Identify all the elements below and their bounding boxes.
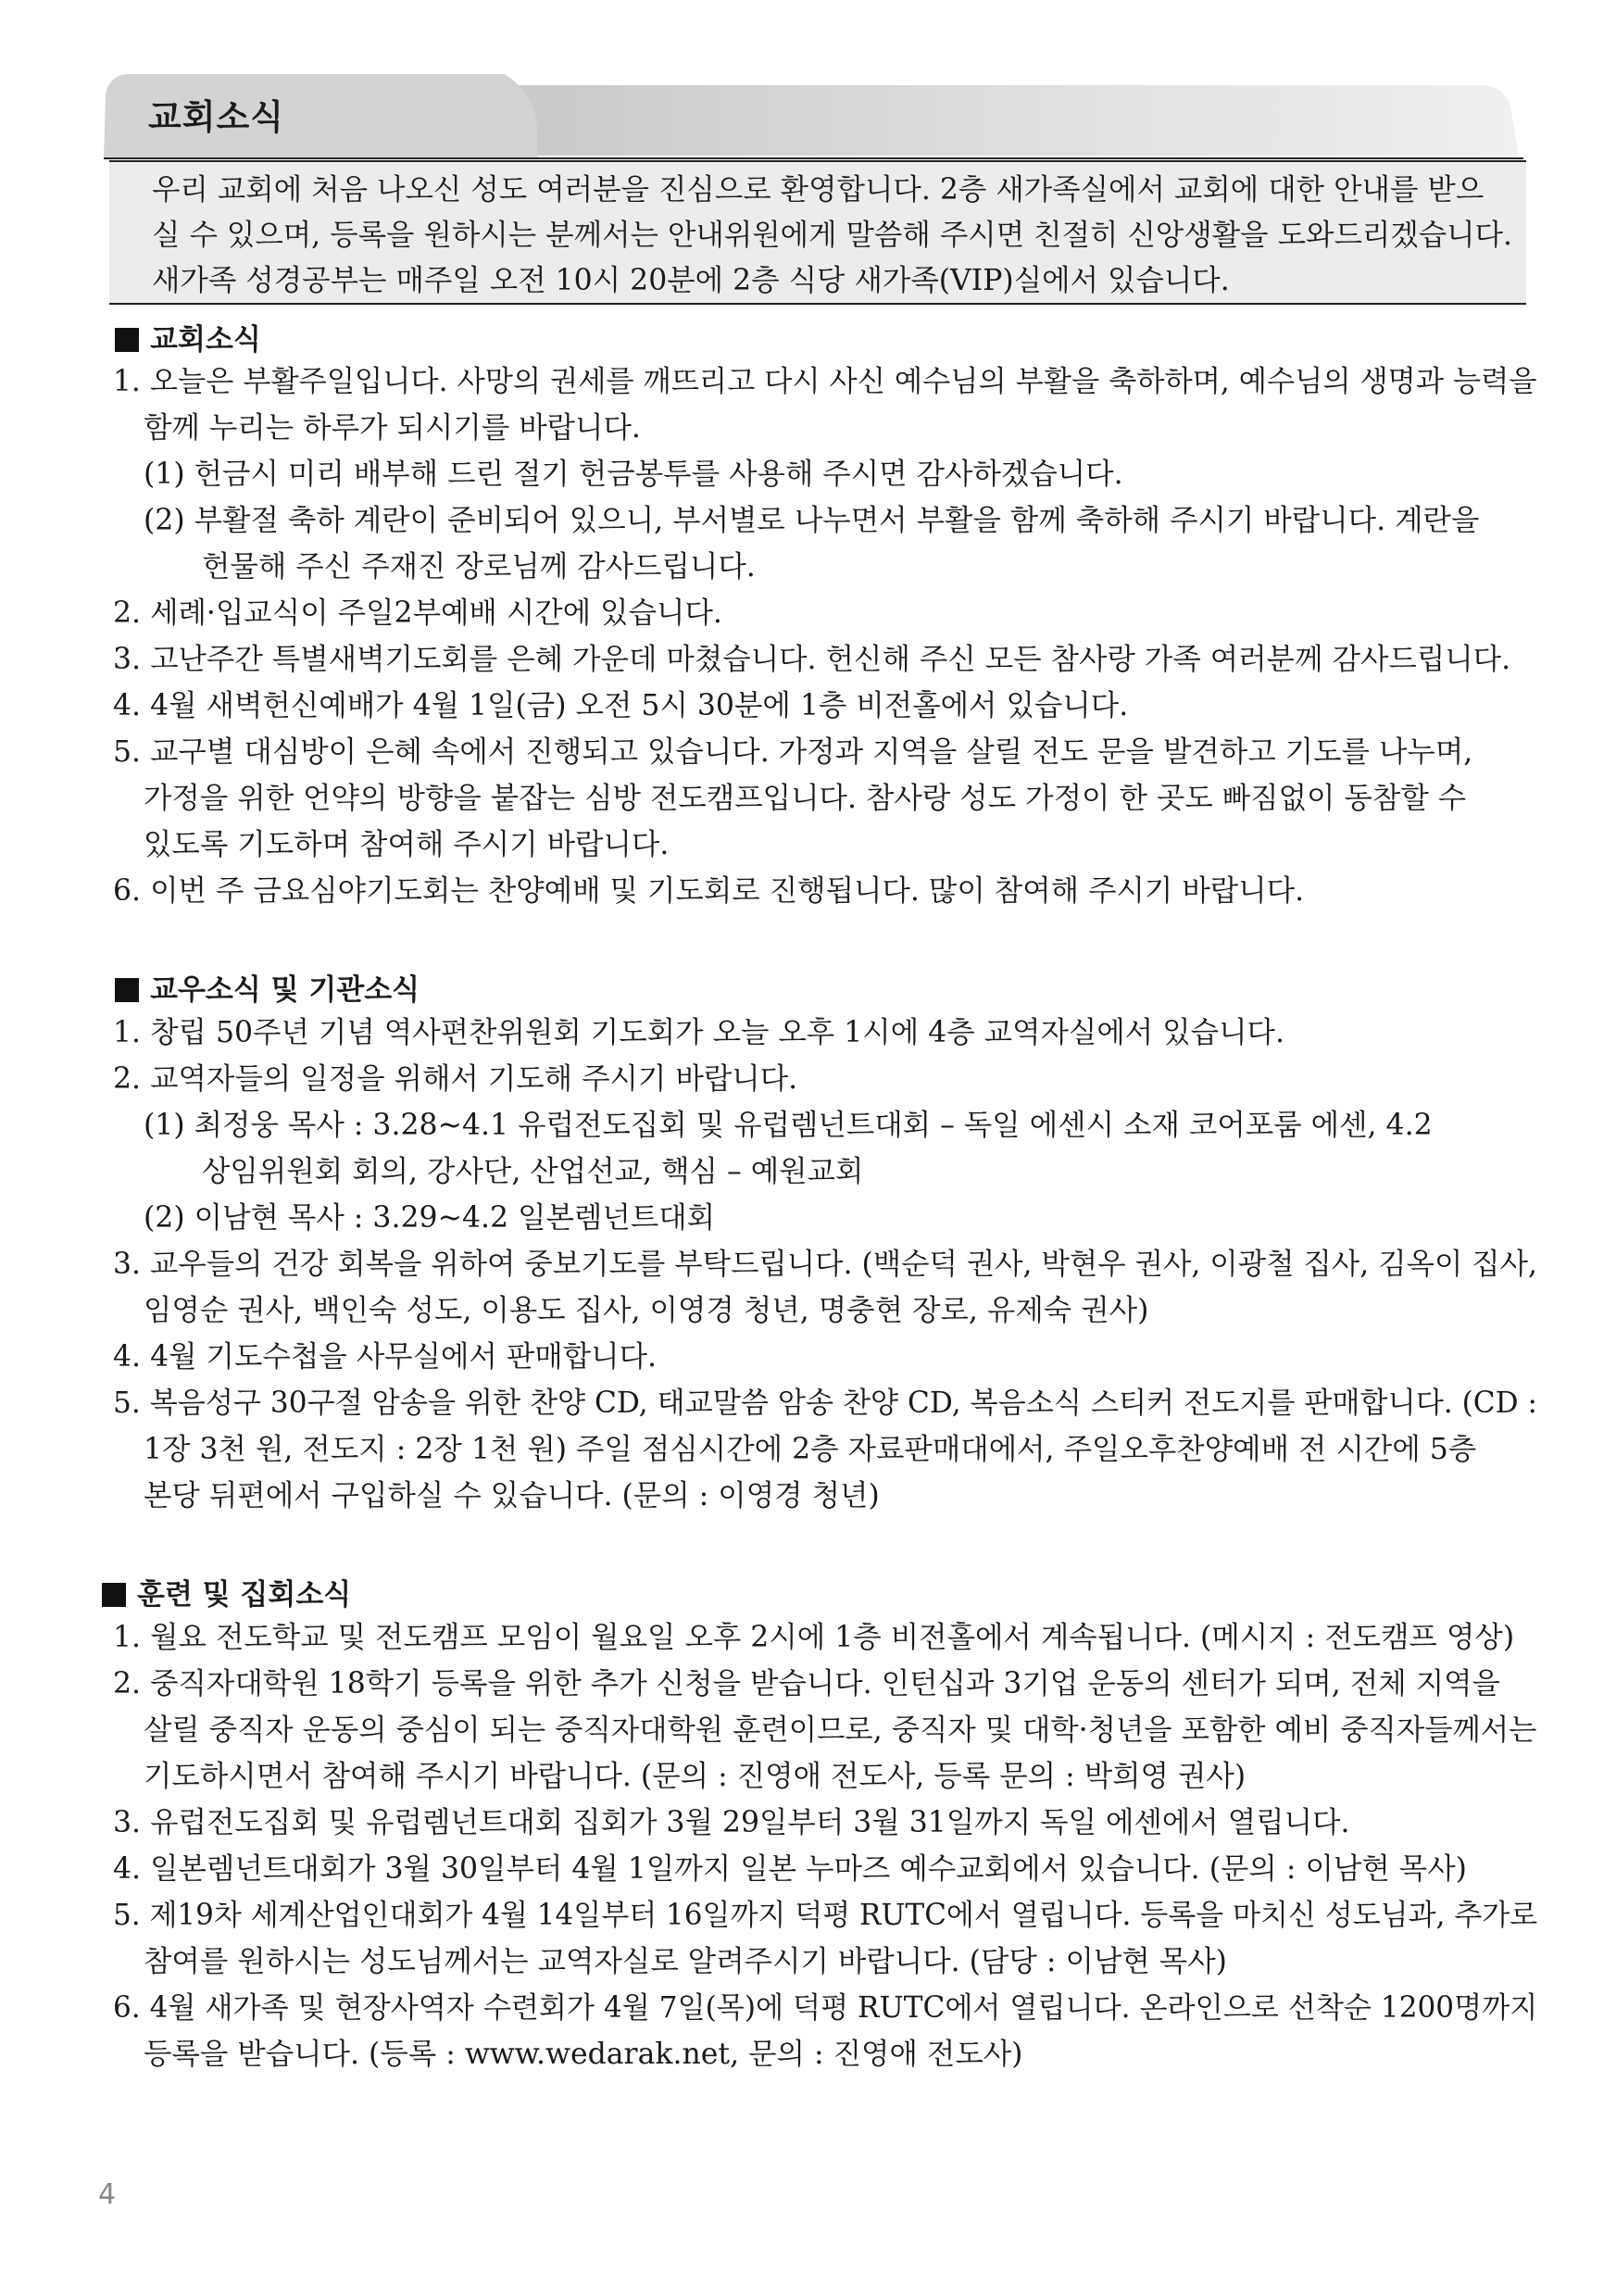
welcome-line: 실 수 있으며, 등록을 원하시는 분께서는 안내위원에게 말씀해 주시면 친절히 신앙생활을 도와드리겠습니다.	[152, 219, 1513, 252]
section-heading-member-news	[115, 973, 420, 1007]
list-item: 임영순 권사, 백인숙 성도, 이용도 집사, 이영경 청년, 명충현 장로, 유제숙 권사)	[144, 1294, 1149, 1327]
list-item: (1) 헌금시 미리 배부해 드린 절기 헌금봉투를 사용해 주시면 감사하겠습니다.	[144, 458, 1123, 491]
list-item: 2. 교역자들의 일정을 위해서 기도해 주시기 바랍니다.	[113, 1062, 798, 1096]
list-item: 상임위원회 회의, 강사단, 산업선교, 핵심 – 예원교회	[202, 1155, 864, 1188]
list-item: 4. 일본렘넌트대회가 3월 30일부터 4월 1일까지 일본 누마즈 예수교회에서 있습니다. (문의 : 이남현 목사)	[113, 1852, 1467, 1886]
list-item: (2) 이남현 목사 : 3.29~4.2 일본렘넌트대회	[144, 1201, 716, 1235]
list-item: (2) 부활절 축하 계란이 준비되어 있으니, 부서별로 나누면서 부활을 함께 축하해 주시기 바랍니다. 계란을	[144, 504, 1480, 537]
list-item: 4. 4월 새벽헌신예배가 4월 1일(금) 오전 5시 30분에 1층 비전홀에서 있습니다.	[113, 689, 1129, 722]
square-bullet-icon	[102, 1583, 126, 1607]
list-item: 3. 유럽전도집회 및 유럽렘넌트대회 집회가 3월 29일부터 3월 31일까지 독일 에센에서 열립니다.	[113, 1806, 1350, 1839]
list-item: 헌물해 주신 주재진 장로님께 감사드립니다.	[202, 550, 756, 583]
section-heading-training-news	[102, 1578, 352, 1612]
list-item: 3. 교우들의 건강 회복을 위하여 중보기도를 부탁드립니다. (백순덕 권사, 박현우 권사, 이광철 집사, 김옥이 집사,	[113, 1248, 1538, 1281]
list-item: 등록을 받습니다. (등록 : www.wedarak.net, 문의 : 진영애 전도사)	[144, 2038, 1023, 2071]
section-heading-church-news	[115, 323, 261, 357]
list-item: 1. 창립 50주년 기념 역사편찬위원회 기도회가 오늘 오후 1시에 4층 교역자실에서 있습니다.	[113, 1016, 1284, 1049]
welcome-box	[109, 160, 1526, 305]
list-item: 1. 오늘은 부활주일입니다. 사망의 권세를 깨뜨리고 다시 사신 예수님의 부활을 축하하며, 예수님의 생명과 능력을	[113, 365, 1537, 398]
list-item: 본당 뒤편에서 구입하실 수 있습니다. (문의 : 이영경 청년)	[144, 1479, 880, 1512]
section-heading-label: 교우소식 및 기관소식	[150, 973, 420, 1007]
list-item: 살릴 중직자 운동의 중심이 되는 중직자대학원 훈련이므로, 중직자 및 대학·청년을 포함한 예비 중직자들께서는	[144, 1713, 1537, 1747]
square-bullet-icon	[115, 328, 139, 352]
list-item: 1. 월요 전도학교 및 전도캠프 모임이 월요일 오후 2시에 1층 비전홀에서 계속됩니다. (메시지 : 전도캠프 영상)	[113, 1621, 1515, 1654]
list-item: 5. 제19차 세계산업인대회가 4월 14일부터 16일까지 덕평 RUTC에서 열립니다. 등록을 마치신 성도님과, 추가로	[113, 1899, 1538, 1932]
welcome-line: 우리 교회에 처음 나오신 성도 여러분을 진심으로 환영합니다. 2층 새가족실에서 교회에 대한 안내를 받으	[152, 173, 1484, 207]
list-item: 5. 교구별 대심방이 은혜 속에서 진행되고 있습니다. 가정과 지역을 살릴 전도 문을 발견하고 기도를 나누며,	[113, 735, 1473, 769]
list-item: 2. 세례·입교식이 주일2부예배 시간에 있습니다.	[113, 596, 722, 630]
list-item: 있도록 기도하며 참여해 주시기 바랍니다.	[144, 828, 670, 861]
list-item: 5. 복음성구 30구절 암송을 위한 찬양 CD, 태교말씀 암송 찬양 CD, 복음소식 스티커 전도지를 판매합니다. (CD :	[113, 1386, 1537, 1420]
page-number: 4	[98, 2178, 117, 2211]
list-item: 6. 이번 주 금요심야기도회는 찬양예배 및 기도회로 진행됩니다. 많이 참여해 주시기 바랍니다.	[113, 874, 1305, 908]
list-item: 기도하시면서 참여해 주시기 바랍니다. (문의 : 진영애 전도사, 등록 문의 : 박희영 권사)	[144, 1760, 1246, 1793]
header-tab-background	[0, 0, 1616, 171]
list-item: 1장 3천 원, 전도지 : 2장 1천 원) 주일 점심시간에 2층 자료판매대에서, 주일오후찬양예배 전 시간에 5층	[144, 1433, 1477, 1466]
list-item: (1) 최정웅 목사 : 3.28~4.1 유럽전도집회 및 유럽렘넌트대회 – 독일 에센시 소재 코어포룸 에센, 4.2	[144, 1109, 1433, 1142]
section-heading-label: 훈련 및 집회소식	[137, 1578, 352, 1612]
welcome-line: 새가족 성경공부는 매주일 오전 10시 20분에 2층 식당 새가족(VIP)실에서 있습니다.	[152, 264, 1230, 297]
list-item: 참여를 원하시는 성도님께서는 교역자실로 알려주시기 바랍니다. (담당 : 이남현 목사)	[144, 1945, 1227, 1978]
list-item: 2. 중직자대학원 18학기 등록을 위한 추가 신청을 받습니다. 인턴십과 3기업 운동의 센터가 되며, 전체 지역을	[113, 1667, 1500, 1700]
list-item: 6. 4월 새가족 및 현장사역자 수련회가 4월 7일(목)에 덕평 RUTC에서 열립니다. 온라인으로 선착순 1200명까지	[113, 1991, 1538, 2025]
list-item: 가정을 위한 언약의 방향을 붙잡는 심방 전도캠프입니다. 참사랑 성도 가정이 한 곳도 빠짐없이 동참할 수	[144, 782, 1467, 815]
header-title: 교회소식	[148, 97, 284, 137]
section-heading-label: 교회소식	[150, 323, 261, 357]
square-bullet-icon	[115, 978, 139, 1002]
list-item: 함께 누리는 하루가 되시기를 바랍니다.	[144, 411, 641, 445]
list-item: 3. 고난주간 특별새벽기도회를 은혜 가운데 마쳤습니다. 헌신해 주신 모든 참사랑 가족 여러분께 감사드립니다.	[113, 643, 1511, 676]
list-item: 4. 4월 기도수첩을 사무실에서 판매합니다.	[113, 1340, 658, 1374]
